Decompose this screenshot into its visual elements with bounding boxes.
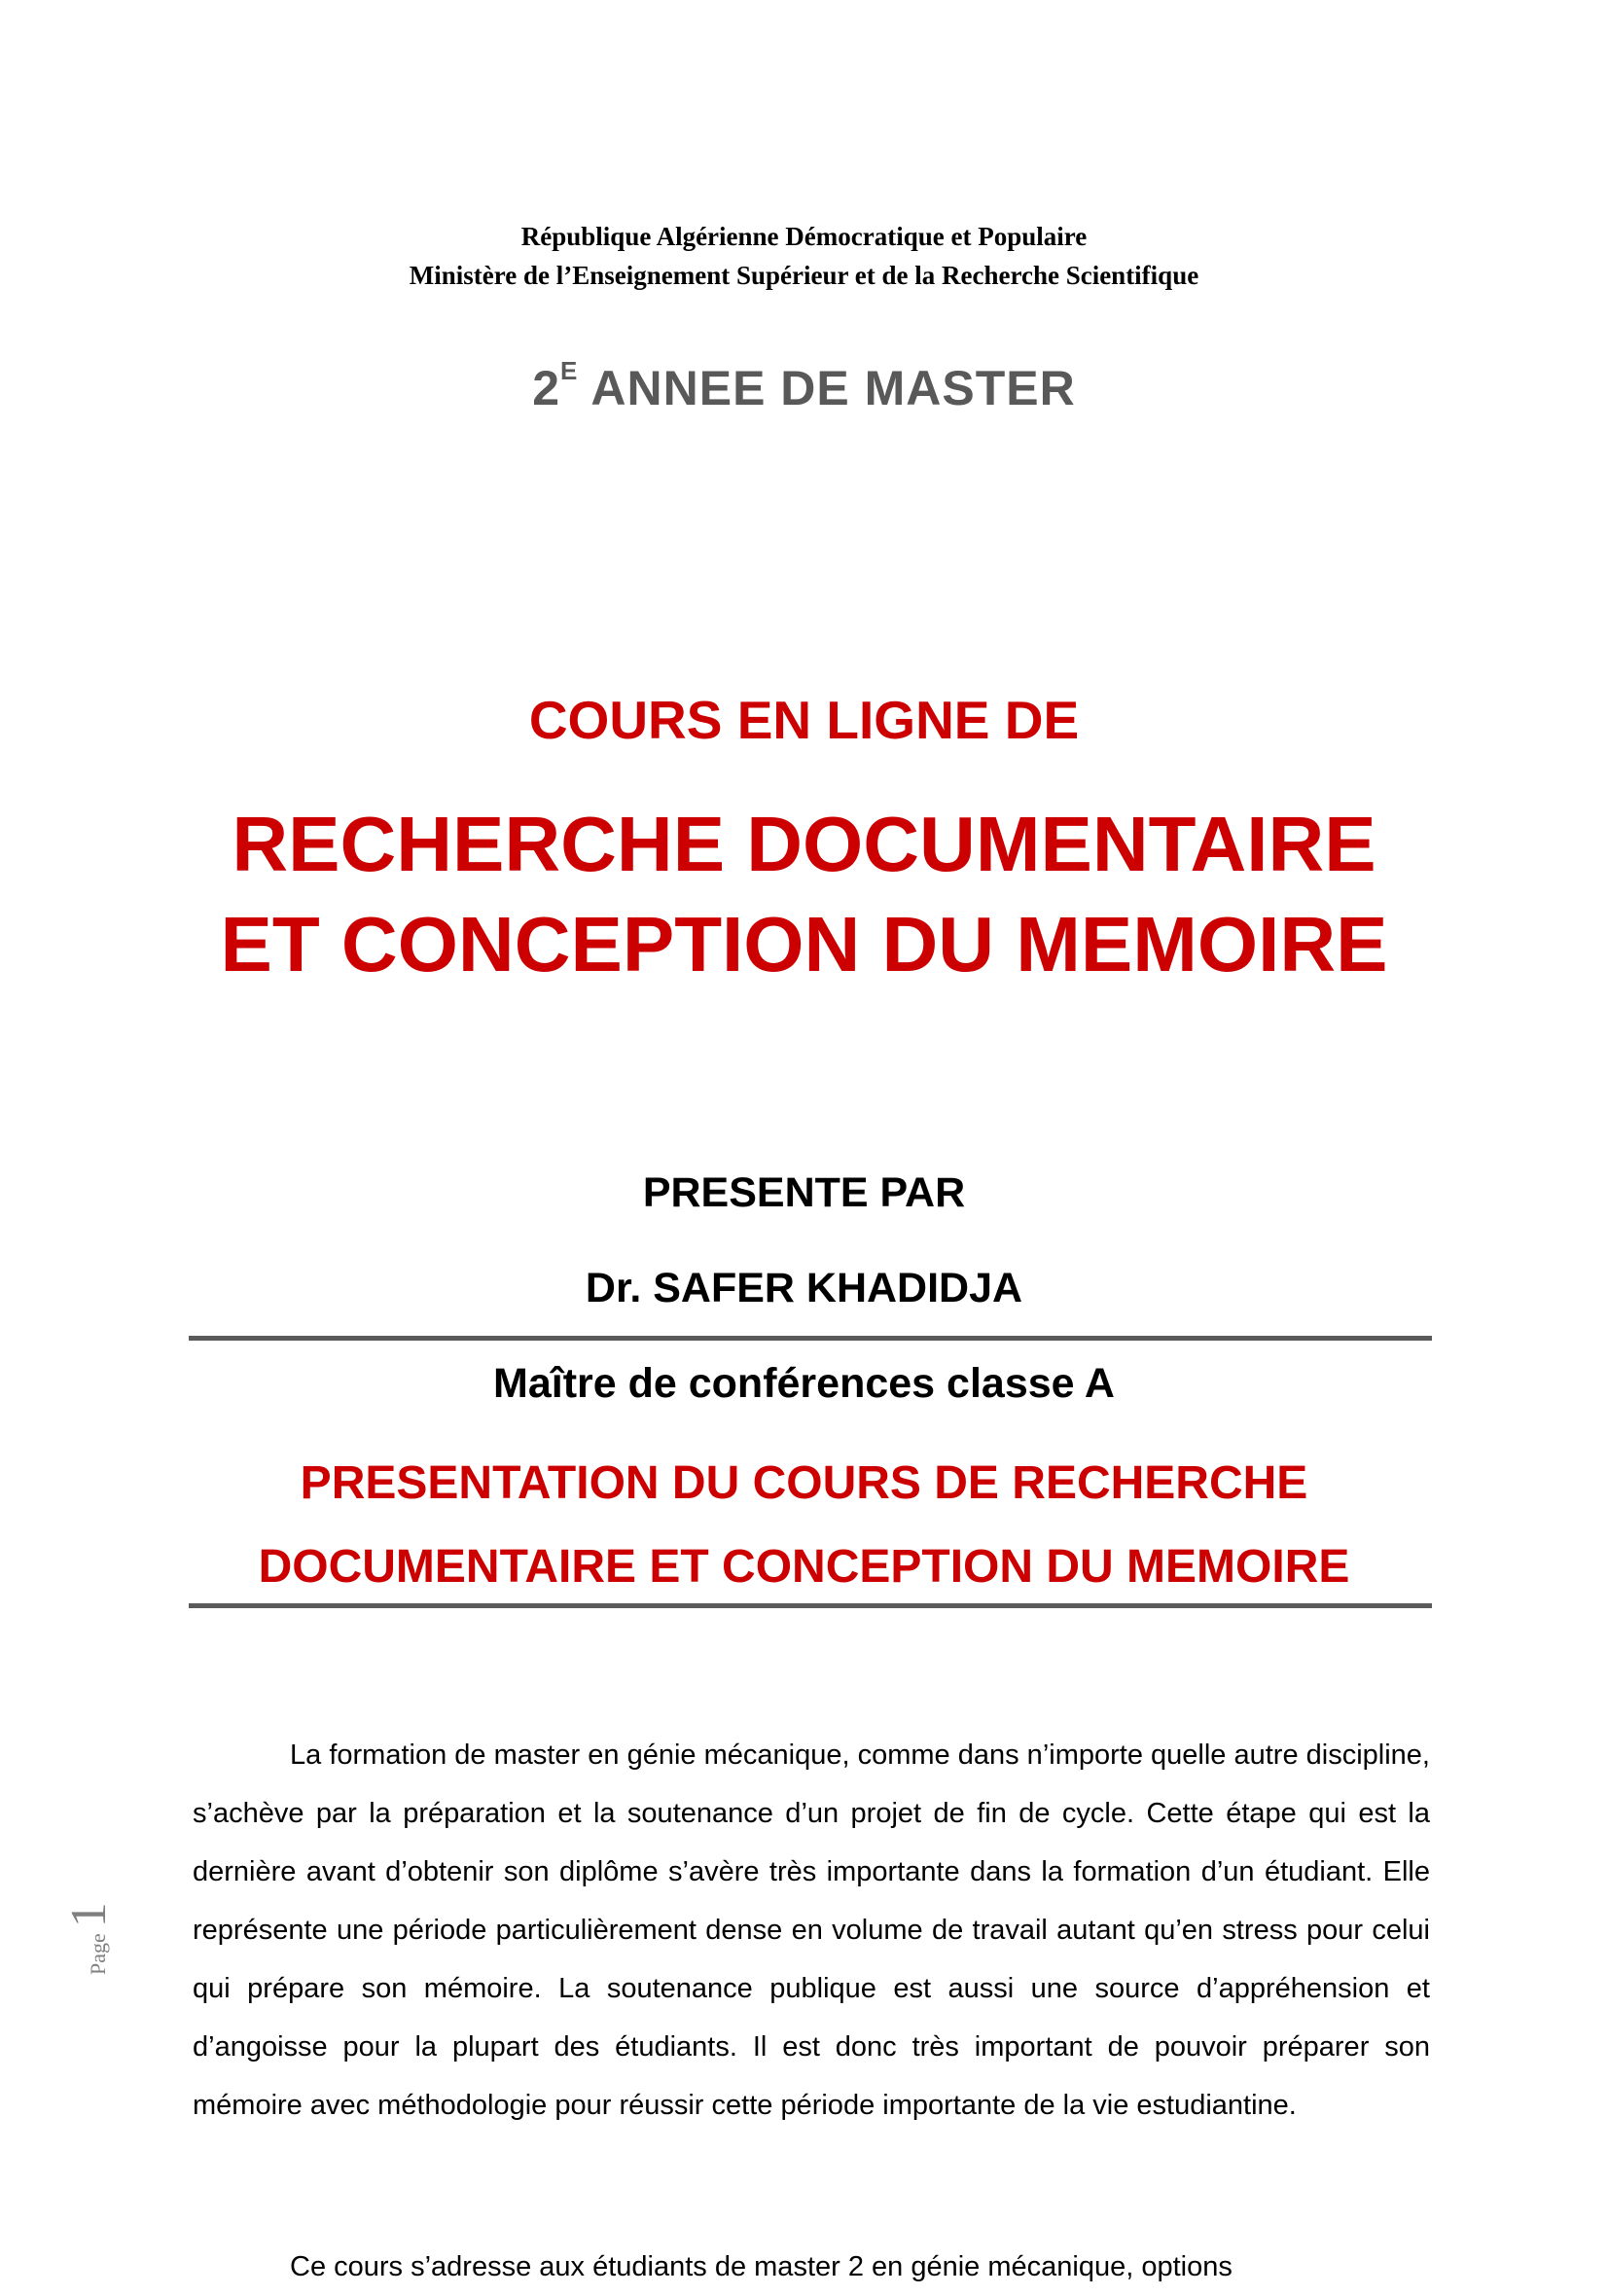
- level-number: 2: [532, 361, 561, 415]
- section-title-line1: PRESENTATION DU COURS DE RECHERCHE: [300, 1457, 1308, 1509]
- divider-top: [189, 1336, 1432, 1341]
- author-role: Maître de conférences classe A: [493, 1360, 1115, 1407]
- section-title-line2: DOCUMENTAIRE ET CONCEPTION DU MEMOIRE: [258, 1541, 1350, 1593]
- author-name: Dr. SAFER KHADIDJA: [585, 1265, 1023, 1311]
- presented-by: PRESENTE PAR: [642, 1169, 966, 1216]
- course-title-line2: ET CONCEPTION DU MEMOIRE: [220, 901, 1388, 987]
- page-label: Page: [86, 1933, 110, 1975]
- level-text: ANNEE DE MASTER: [578, 361, 1076, 415]
- page-number-value: 1: [61, 1902, 117, 1928]
- course-title-line1: RECHERCHE DOCUMENTAIRE: [232, 801, 1376, 887]
- level-superscript: E: [560, 356, 579, 385]
- course-label: COURS EN LIGNE DE: [528, 690, 1080, 750]
- header-republic: République Algérienne Démocratique et Populaire: [520, 222, 1088, 251]
- paragraph: La formation de master en génie mécanique, comme dans n’importe quelle autre discipline, s’achève par la préparation et la soutenance d’un projet de fin de cycle. Cette étape qui est la dernière avant d’obtenir son diplôme s’avère très importante dans la formation d’un étudiant. Elle représente une période particulièrement dense en volume de travail autant qu’en stress pour celui qui prépare son mémoire. La soutenance publique est aussi une source d’appréhension et d’angoisse pour la plupart des étudiants. Il est donc très important de pouvoir préparer son mémoire avec méthodologie pour réussir cette période importante de la vie estudiantine.: [193, 1740, 1430, 2121]
- divider-bottom: [189, 1603, 1432, 1608]
- header-ministry: Ministère de l’Enseignement Supérieur et de la Recherche Scientifique: [409, 261, 1199, 290]
- paragraph: Ce cours s’adresse aux étudiants de master 2 en génie mécanique, options: [290, 2251, 1233, 2282]
- page-number: [60, 1810, 128, 1975]
- level-title: [0, 356, 1608, 416]
